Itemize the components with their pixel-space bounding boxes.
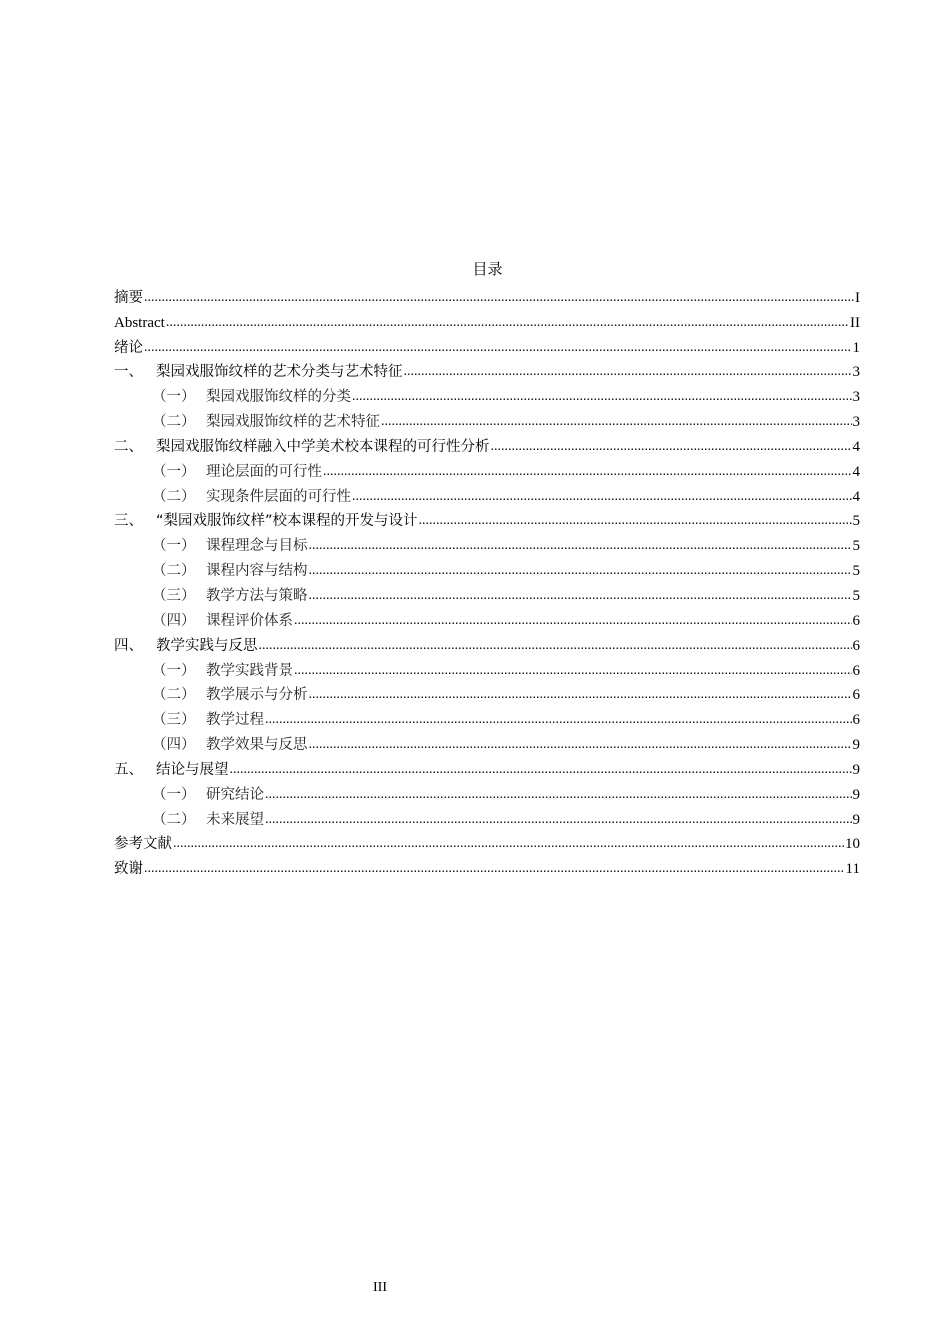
toc-entry-page: II	[850, 314, 860, 331]
toc-entry-title: 研究结论	[206, 786, 264, 803]
toc-entry-number: 五、	[114, 761, 143, 778]
page-title: 目录	[472, 260, 503, 278]
toc-dot-leader	[309, 685, 852, 705]
toc-entry-title: 绪论	[114, 339, 143, 356]
toc-dot-leader	[144, 338, 852, 358]
toc-entry[interactable]	[114, 830, 860, 855]
toc-dot-leader	[404, 362, 852, 382]
toc-entry[interactable]	[114, 705, 860, 730]
toc-entry-title: 结论与展望	[156, 761, 229, 778]
toc-dot-leader	[144, 288, 854, 308]
toc-entry[interactable]	[114, 556, 860, 581]
toc-entry-number: （二）	[152, 811, 196, 828]
toc-entry[interactable]	[114, 606, 860, 631]
toc-entry[interactable]	[114, 283, 860, 308]
table-of-contents	[114, 283, 860, 879]
toc-entry-page: 11	[845, 861, 860, 878]
toc-entry-number: （三）	[152, 712, 196, 729]
toc-entry-number: （四）	[152, 737, 196, 754]
toc-entry[interactable]	[114, 432, 860, 457]
toc-entry-page: 6	[852, 612, 860, 629]
toc-entry-title: 课程内容与结构	[206, 563, 308, 580]
toc-entry-title: 课程理念与目标	[206, 538, 308, 555]
toc-entry-number: （三）	[152, 587, 196, 604]
toc-entry[interactable]	[114, 581, 860, 606]
toc-entry-title: 梨园戏服饰纹样融入中学美术校本课程的可行性分析	[156, 438, 490, 455]
toc-entry-number: 三、	[114, 513, 143, 530]
toc-entry[interactable]	[114, 805, 860, 830]
toc-dot-leader	[173, 834, 844, 854]
toc-entry-number: （一）	[152, 463, 196, 480]
toc-entry-page: 3	[852, 389, 860, 406]
toc-entry-page: 5	[852, 563, 860, 580]
toc-entry-page: 5	[852, 587, 860, 604]
toc-dot-leader	[309, 586, 852, 606]
toc-entry[interactable]	[114, 656, 860, 681]
toc-entry-page: I	[855, 289, 860, 306]
toc-entry-title: 未来展望	[206, 811, 264, 828]
toc-entry[interactable]	[114, 631, 860, 656]
toc-entry-title: 梨园戏服饰纹样的艺术特征	[206, 414, 380, 431]
toc-entry-title: 摘要	[114, 289, 143, 306]
toc-entry-title: Abstract	[114, 314, 165, 331]
toc-entry-title: 教学效果与反思	[206, 737, 308, 754]
toc-entry-title: 理论层面的可行性	[206, 463, 322, 480]
toc-dot-leader	[491, 437, 852, 457]
toc-dot-leader	[265, 710, 852, 730]
toc-entry-number: 一、	[114, 364, 143, 381]
toc-dot-leader	[294, 611, 852, 631]
toc-entry[interactable]	[114, 681, 860, 706]
toc-entry-number: （一）	[152, 538, 196, 555]
toc-dot-leader	[294, 661, 852, 681]
toc-entry[interactable]	[114, 780, 860, 805]
toc-entry-title: 致谢	[114, 861, 143, 878]
toc-dot-leader	[259, 636, 852, 656]
toc-entry-number: （四）	[152, 612, 196, 629]
toc-entry[interactable]	[114, 333, 860, 358]
toc-dot-leader	[309, 561, 852, 581]
toc-entry-page: 6	[852, 662, 860, 679]
toc-entry-title: 课程评价体系	[206, 612, 293, 629]
toc-entry-page: 4	[852, 463, 860, 480]
toc-entry-title: 教学实践背景	[206, 662, 293, 679]
toc-entry[interactable]	[114, 407, 860, 432]
toc-entry-number: （一）	[152, 786, 196, 803]
toc-dot-leader	[323, 462, 852, 482]
toc-entry-title: 梨园戏服饰纹样的分类	[206, 389, 351, 406]
toc-entry-page: 10	[845, 836, 860, 853]
toc-entry-page: 9	[852, 811, 860, 828]
toc-entry-page: 3	[852, 414, 860, 431]
toc-entry[interactable]	[114, 507, 860, 532]
toc-entry[interactable]	[114, 730, 860, 755]
toc-entry[interactable]	[114, 755, 860, 780]
toc-entry-number: 二、	[114, 438, 143, 455]
toc-entry-title: 梨园戏服饰纹样的艺术分类与艺术特征	[156, 364, 403, 381]
toc-entry-number: （二）	[152, 488, 196, 505]
toc-dot-leader	[309, 735, 852, 755]
toc-entry[interactable]	[114, 457, 860, 482]
toc-entry-page: 3	[852, 364, 860, 381]
toc-entry-number: （一）	[152, 389, 196, 406]
toc-entry-title: 教学展示与分析	[206, 687, 308, 704]
toc-entry-page: 6	[852, 637, 860, 654]
toc-dot-leader	[166, 313, 849, 333]
toc-dot-leader	[144, 859, 845, 879]
toc-dot-leader	[381, 412, 852, 432]
toc-entry[interactable]	[114, 382, 860, 407]
toc-entry-number: 四、	[114, 637, 143, 654]
toc-dot-leader	[265, 810, 852, 830]
toc-entry-page: 5	[852, 513, 860, 530]
toc-entry-page: 1	[852, 339, 860, 356]
toc-entry-page: 6	[852, 712, 860, 729]
toc-dot-leader	[352, 387, 852, 407]
toc-entry-number: （一）	[152, 662, 196, 679]
toc-entry-page: 4	[852, 488, 860, 505]
toc-dot-leader	[265, 785, 852, 805]
toc-dot-leader	[230, 760, 852, 780]
toc-entry-number: （二）	[152, 687, 196, 704]
toc-entry-title: “梨园戏服饰纹样”校本课程的开发与设计	[156, 513, 418, 530]
toc-entry-page: 5	[852, 538, 860, 555]
toc-entry[interactable]	[114, 531, 860, 556]
toc-entry-number: （二）	[152, 563, 196, 580]
toc-dot-leader	[419, 511, 852, 531]
toc-entry-page: 4	[852, 438, 860, 455]
toc-entry-page: 9	[852, 761, 860, 778]
toc-entry-title: 参考文献	[114, 836, 172, 853]
toc-entry-page: 9	[852, 786, 860, 803]
toc-entry-title: 教学方法与策略	[206, 587, 308, 604]
toc-dot-leader	[352, 487, 852, 507]
toc-entry-page: 9	[852, 737, 860, 754]
toc-entry[interactable]	[114, 482, 860, 507]
toc-entry[interactable]	[114, 308, 860, 333]
toc-entry-number: （二）	[152, 414, 196, 431]
toc-entry-title: 实现条件层面的可行性	[206, 488, 351, 505]
toc-entry-page: 6	[852, 687, 860, 704]
toc-entry-title: 教学实践与反思	[156, 637, 258, 654]
toc-dot-leader	[309, 536, 852, 556]
toc-entry[interactable]	[114, 854, 860, 879]
toc-entry-title: 教学过程	[206, 712, 264, 729]
page-number: III	[373, 1280, 387, 1295]
toc-entry[interactable]	[114, 358, 860, 383]
